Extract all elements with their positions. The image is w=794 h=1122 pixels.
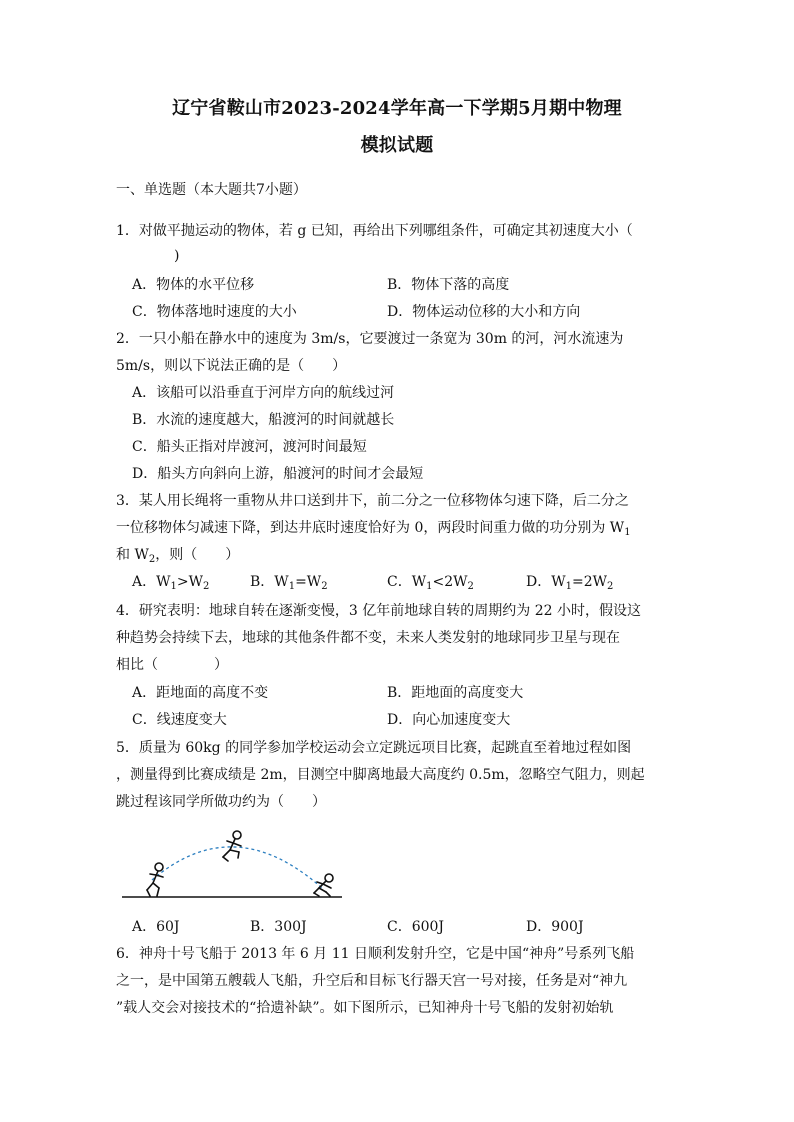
question-2-option-b: B．水流的速度越大，船渡河的时间就越长 (132, 412, 395, 428)
question-4-line-3: 相比（ ） (116, 657, 228, 673)
question-6-line-3: ”载人交会对接技术的“拾遗补缺”。如下图所示，已知神舟十号飞船的发射初始轨 (116, 1000, 614, 1016)
question-3-option-b: B．$W_1=W_2$ (250, 574, 328, 592)
question-1-option-b: B．物体下落的高度 (387, 277, 510, 293)
question-3-option-d: D．$W_1=2W_2$ (526, 574, 614, 592)
question-3-line-1: 3．某人用长绳将一重物从井口送到井下，前二分之一位移物体匀速下降，后二分之 (116, 493, 629, 509)
question-4-option-a: A．距地面的高度不变 (132, 685, 269, 701)
question-1-option-c: C．物体落地时速度的大小 (132, 304, 297, 320)
page-subtitle: 模拟试题 (360, 135, 434, 156)
question-2-line-1: 2．一只小船在静水中的速度为 3m/s，它要渡过一条宽为 30m 的河，河水流速为 (116, 331, 624, 347)
trajectory-arc (152, 847, 322, 888)
question-1-line-2: ) (174, 248, 180, 264)
question-5-line-3: 跳过程该同学所做功约为（ ） (116, 794, 326, 810)
page-title: 辽宁省鞍山市2023-2024学年高一下学期5月期中物理 (172, 98, 622, 119)
standing-long-jump-figure (116, 822, 346, 904)
question-2-option-c: C．船头正指对岸渡河，渡河时间最短 (132, 439, 367, 455)
jumper-midair-icon (223, 831, 241, 861)
jumper-landing-icon (314, 874, 333, 896)
question-1-option-d: D．物体运动位移的大小和方向 (387, 304, 581, 320)
question-4-option-b: B．距地面的高度变大 (387, 685, 524, 701)
question-3-line-2: 一位移物体匀减速下降，到达井底时速度恰好为 0，两段时间重力做的功分别为 $W_1$ (116, 520, 631, 538)
question-5-option-c: C．600J (387, 919, 445, 935)
question-4-option-d: D．向心加速度变大 (387, 712, 511, 728)
section-heading: 一、单选题（本大题共7小题） (116, 182, 307, 198)
question-6-line-2: 之一，是中国第五艘载人飞船，升空后和目标飞行器天宫一号对接，任务是对“神九 (116, 973, 628, 989)
question-3-option-c: C．$W_1<2W_2$ (387, 574, 474, 592)
question-5-option-d: D．900J (526, 919, 584, 935)
question-5-line-1: 5．质量为 60kg 的同学参加学校运动会立定跳远项目比赛，起跳直至着地过程如图 (116, 740, 632, 756)
question-3-option-a: A．$W_1>W_2$ (132, 574, 210, 592)
question-2-line-2: 5m/s，则以下说法正确的是（ ） (116, 358, 347, 374)
question-3-line-3: 和 $W_2$，则（ ） (116, 547, 240, 565)
question-2-option-a: A．该船可以沿垂直于河岸方向的航线过河 (132, 385, 395, 401)
question-5-option-b: B．300J (250, 919, 307, 935)
question-6-line-1: 6．神舟十号飞船于 2013 年 6 月 11 日顺利发射升空，它是中国“神舟”号系列飞船 (116, 946, 635, 962)
question-4-line-2: 种趋势会持续下去，地球的其他条件都不变，未来人类发射的地球同步卫星与现在 (116, 630, 620, 646)
question-5-line-2: ，测量得到比赛成绩是 2m，目测空中脚离地最大高度约 0.5m，忽略空气阻力，则起 (116, 767, 645, 783)
question-4-line-1: 4．研究表明：地球自转在逐渐变慢，3 亿年前地球自转的周期约为 22 小时，假设这 (116, 603, 641, 619)
question-1-option-a: A．物体的水平位移 (132, 277, 255, 293)
question-2-option-d: D．船头方向斜向上游，船渡河的时间才会最短 (132, 466, 424, 482)
jumper-takeoff-icon (147, 863, 163, 896)
question-4-option-c: C．线速度变大 (132, 712, 227, 728)
question-1-line-1: 1．对做平抛运动的物体，若 g 已知，再给出下列哪组条件，可确定其初速度大小（ (116, 223, 633, 239)
question-5-option-a: A．60J (132, 919, 180, 935)
